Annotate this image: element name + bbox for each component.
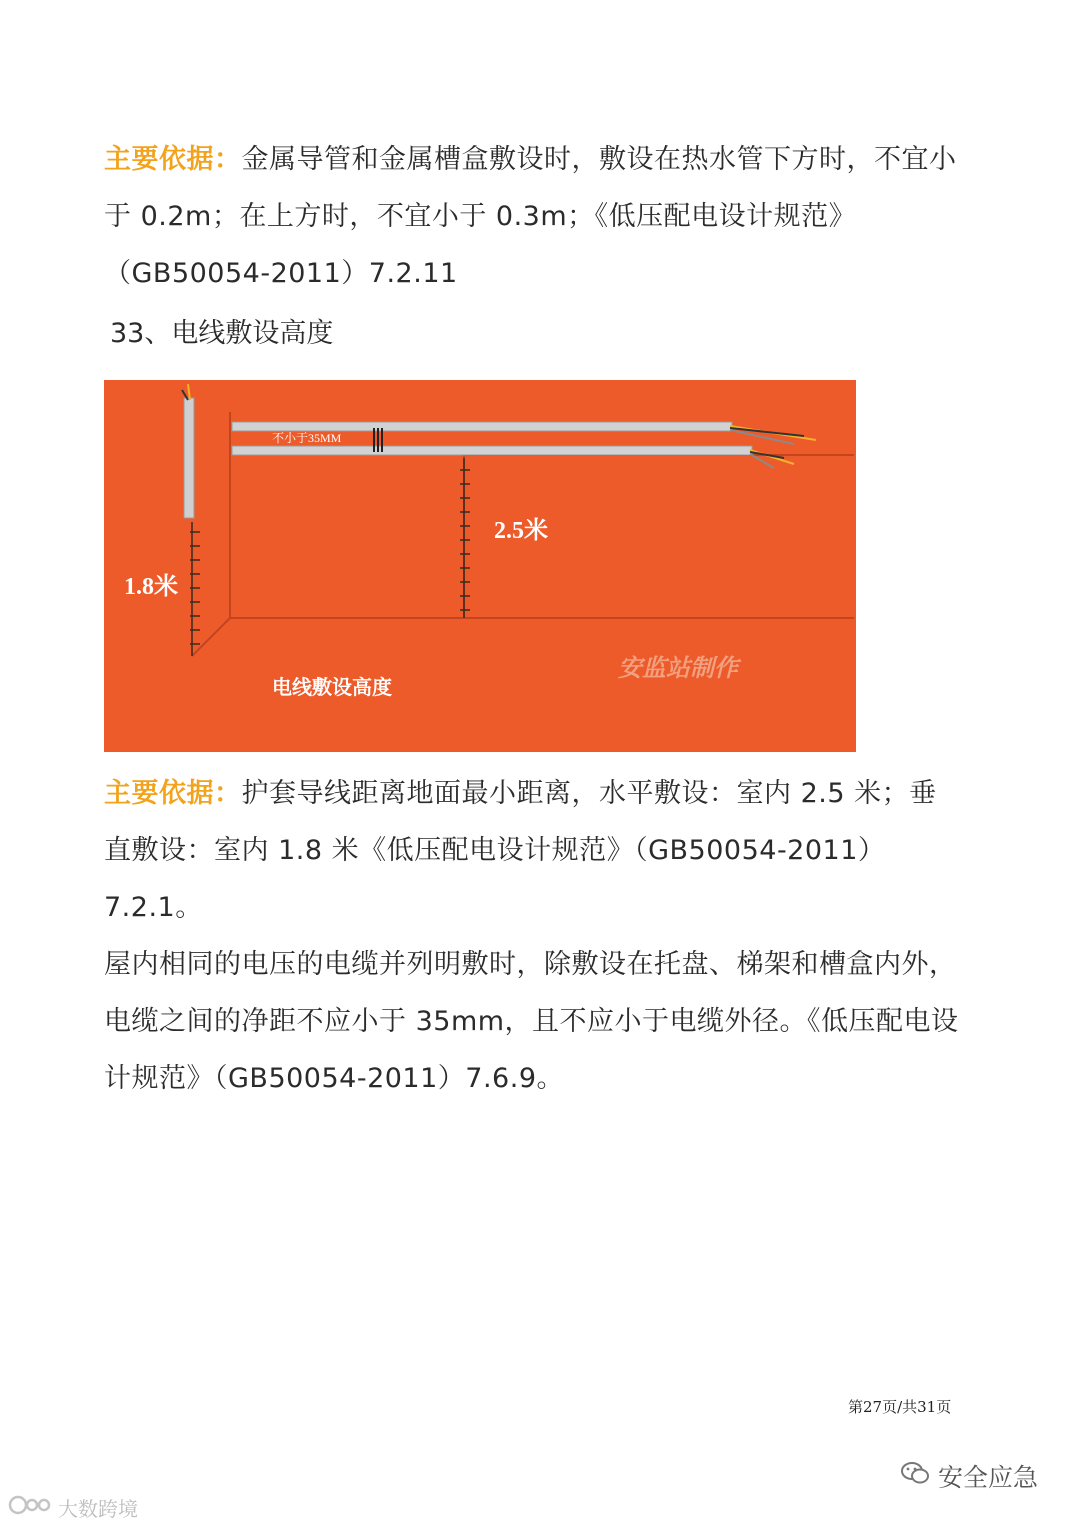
watermark-left — [8, 1492, 138, 1522]
wire-height-figure — [104, 380, 856, 752]
paragraph-text: 护套导线距离地面最小距离，水平敷设：室内 2.5 米；垂直敷设：室内 1.8 米《低压配电设计规范》（GB50054-2011）7.2.1。 — [104, 778, 937, 923]
watermark-left-text: 大数跨境 — [58, 1496, 138, 1521]
paragraph-metal-conduit — [104, 131, 964, 302]
basis-label: 主要依据： — [104, 144, 242, 175]
basis-label: 主要依据： — [104, 778, 242, 809]
height-vertical-label: 1.8米 — [124, 574, 178, 600]
figure-background — [104, 380, 856, 752]
figure-caption: 电线敷设高度 — [272, 677, 392, 699]
paragraph-text: 金属导管和金属槽盒敷设时，敷设在热水管下方时，不宜小于 0.2m；在上方时，不宜小于 0.3m；《低压配电设计规范》（GB50054-2011）7.2.11 — [104, 144, 957, 289]
watermark-right — [900, 1456, 1038, 1496]
paragraph-cable-spacing — [104, 936, 964, 1107]
paragraph-wire-height — [104, 765, 964, 936]
section-heading: 33、电线敷设高度 — [110, 318, 334, 349]
page-number: 第27页/共31页 — [848, 1398, 952, 1416]
wechat-icon — [900, 1460, 930, 1492]
vertical-cable — [182, 384, 194, 518]
brand-logo-icon — [8, 1494, 52, 1521]
height-horizontal-label: 2.5米 — [494, 518, 548, 544]
paragraph-text: 屋内相同的电压的电缆并列明敷时，除敷设在托盘、梯架和槽盒内外，电缆之间的净距不应小于 35mm，且不应小于电缆外径。《低压配电设计规范》（GB50054-2011）7.6.9。 — [104, 949, 959, 1094]
gap-label: 不小于35MM — [272, 431, 342, 445]
watermark-right-text: 安全应急 — [938, 1463, 1039, 1492]
figure-stamp: 安监站制作 — [618, 655, 738, 682]
